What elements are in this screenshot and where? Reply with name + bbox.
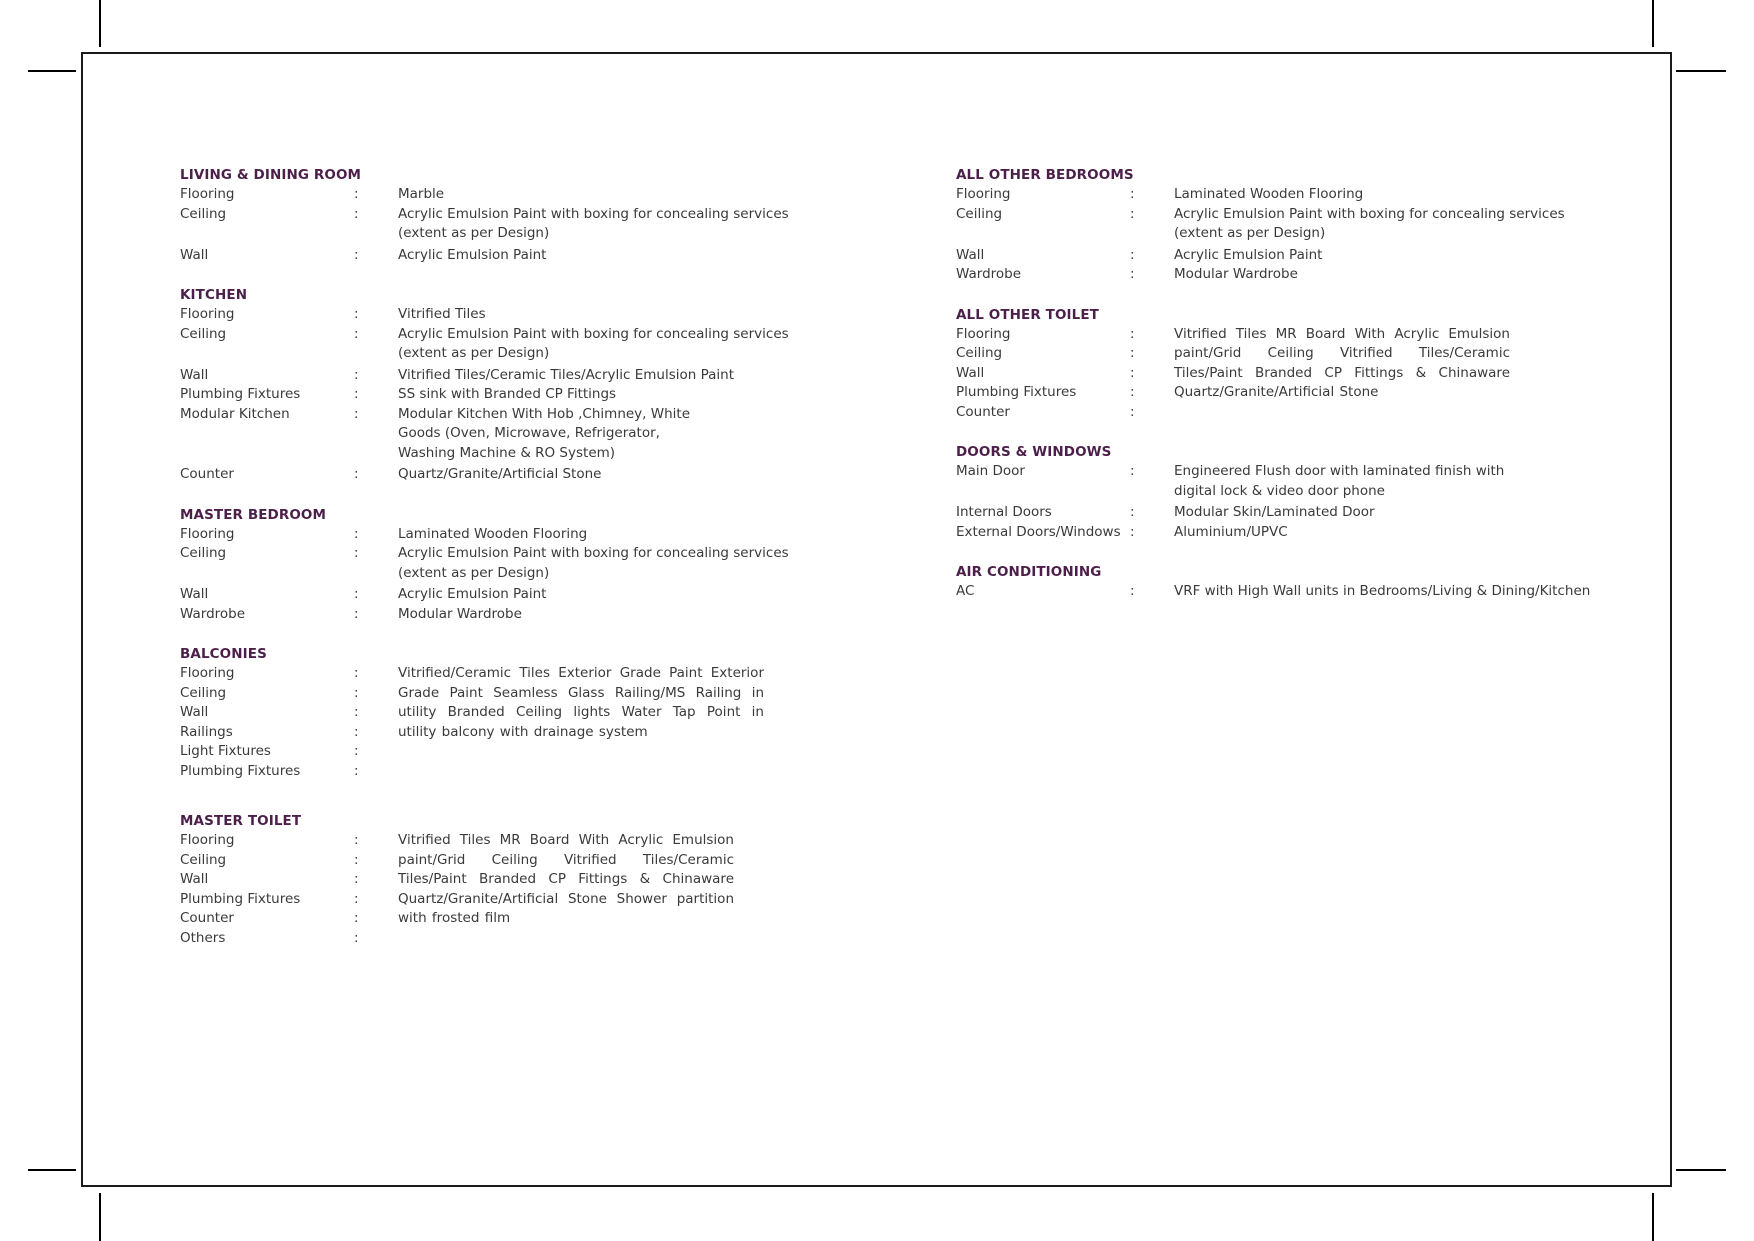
spec-label: Ceiling <box>956 205 1003 222</box>
colon: : <box>354 466 359 482</box>
section-title: AIR CONDITIONING <box>956 564 1102 580</box>
section-title: KITCHEN <box>180 287 248 303</box>
spec-value: Marble <box>398 186 445 202</box>
colon: : <box>354 684 359 701</box>
section-master-toilet <box>180 811 820 948</box>
spec-label: Flooring <box>956 186 1011 202</box>
spec-value: SS sink with Branded CP Fittings <box>398 386 617 402</box>
spec-label: Wall <box>956 246 985 263</box>
crop-mark <box>28 70 76 72</box>
section-living-dining <box>180 165 820 265</box>
spec-paragraph: Vitrified Tiles MR Board With Acrylic Emulsion paint/Grid Ceiling Vitrified Tiles/Ceramic Tiles/Paint Branded CP Fittings & Chinaware Quartz/Granite/Artificial Stone Shower partition with frosted film <box>398 832 734 926</box>
spec-label: Counter <box>180 466 234 482</box>
spec-label: Plumbing Fixtures <box>180 762 301 779</box>
colon: : <box>1130 364 1135 381</box>
colon: : <box>354 186 359 202</box>
colon: : <box>354 525 359 542</box>
colon: : <box>1130 583 1135 599</box>
spec-value: Modular Wardrobe <box>1174 266 1298 282</box>
spec-labels <box>956 325 1130 423</box>
colon: : <box>354 665 359 681</box>
colon: : <box>354 366 359 383</box>
colon: : <box>354 246 359 263</box>
spec-label: External Doors/Windows <box>956 523 1121 540</box>
spec-paragraph: Vitrified Tiles MR Board With Acrylic Emulsion paint/Grid Ceiling Vitrified Tiles/Ceramic Tiles/Paint Branded CP Fittings & Chinaware Quartz/Granite/Artificial Stone <box>1174 325 1510 400</box>
colon: : <box>354 929 359 946</box>
spec-label: Counter <box>180 910 234 926</box>
colon: : <box>1130 504 1135 520</box>
spec-row <box>180 405 820 464</box>
spec-row <box>180 385 820 405</box>
spec-row <box>956 246 1596 266</box>
colon: : <box>354 704 359 720</box>
spec-block <box>180 831 820 948</box>
spec-label: Modular Kitchen <box>180 405 290 422</box>
spec-label: Wall <box>956 364 985 381</box>
spec-row <box>180 246 820 266</box>
colon: : <box>354 832 359 848</box>
colons <box>1130 325 1174 423</box>
colons <box>354 831 398 948</box>
section-master-bedroom <box>180 505 820 625</box>
spec-label: Plumbing Fixtures <box>956 384 1077 400</box>
spec-label: Wall <box>180 704 209 720</box>
spec-label: Wall <box>180 586 209 602</box>
crop-mark <box>99 1193 101 1241</box>
spec-value: Vitrified Tiles/Ceramic Tiles/Acrylic Emulsion Paint <box>398 366 735 383</box>
spec-label: Wardrobe <box>956 266 1022 282</box>
spec-label: Flooring <box>180 665 235 681</box>
spec-row <box>956 265 1596 285</box>
left-column <box>180 165 820 968</box>
spec-block <box>956 325 1596 423</box>
section-other-toilet <box>956 305 1596 423</box>
spec-labels <box>180 831 354 948</box>
colon: : <box>1130 205 1135 222</box>
spec-label: AC <box>956 583 975 599</box>
colon: : <box>1130 246 1135 263</box>
crop-mark <box>28 1169 76 1171</box>
spec-value: Acrylic Emulsion Paint <box>398 246 547 263</box>
spec-label: Flooring <box>180 186 235 202</box>
colon: : <box>354 871 359 887</box>
spec-label: Wall <box>180 366 209 383</box>
section-title: BALCONIES <box>180 646 267 662</box>
spec-labels <box>180 664 354 781</box>
spec-row <box>180 366 820 386</box>
colon: : <box>354 910 359 926</box>
section-balconies <box>180 644 820 781</box>
spec-value: Modular Wardrobe <box>398 605 522 622</box>
spec-row <box>180 325 820 364</box>
colon: : <box>1130 266 1135 282</box>
spec-label: Plumbing Fixtures <box>180 890 301 907</box>
colon: : <box>354 762 359 779</box>
spec-label: Wall <box>180 246 209 263</box>
crop-mark <box>99 0 101 47</box>
spec-label: Internal Doors <box>956 504 1052 520</box>
spec-row <box>180 185 820 205</box>
spec-row <box>956 523 1596 543</box>
section-title: DOORS & WINDOWS <box>956 444 1112 460</box>
colon: : <box>354 306 359 322</box>
spec-row <box>956 462 1596 501</box>
section-title: LIVING & DINING ROOM <box>180 167 362 183</box>
section-title: ALL OTHER TOILET <box>956 306 1099 323</box>
spec-value: Laminated Wooden Flooring <box>1174 186 1364 202</box>
colon: : <box>354 586 359 602</box>
colon: : <box>354 386 359 402</box>
spec-value: Aluminium/UPVC <box>1174 523 1288 540</box>
spec-label: Ceiling <box>180 851 227 868</box>
section-kitchen <box>180 285 820 485</box>
spec-value: Acrylic Emulsion Paint <box>398 586 547 602</box>
spec-label: Flooring <box>180 306 235 322</box>
spec-label: Ceiling <box>956 345 1003 361</box>
colon: : <box>354 851 359 868</box>
colon: : <box>1130 403 1135 420</box>
crop-mark <box>1652 1193 1654 1241</box>
spec-row <box>180 605 820 625</box>
spec-value: Vitrified Tiles <box>398 306 486 322</box>
colon: : <box>1130 186 1135 202</box>
spec-value: Engineered Flush door with laminated finish with digital lock & video door phone <box>1174 463 1505 499</box>
spec-row <box>180 305 820 325</box>
colon: : <box>354 405 359 422</box>
colon: : <box>1130 523 1135 540</box>
colon: : <box>1130 463 1135 479</box>
spec-value: Laminated Wooden Flooring <box>398 525 588 542</box>
crop-mark <box>1676 1169 1726 1171</box>
section-title: ALL OTHER BEDROOMS <box>956 167 1134 183</box>
right-column <box>956 165 1596 622</box>
colon: : <box>1130 325 1135 342</box>
spec-label: Flooring <box>180 832 235 848</box>
spec-value: Acrylic Emulsion Paint with boxing for concealing services (extent as per Design) <box>398 325 789 361</box>
spec-block <box>180 664 820 781</box>
spec-value: VRF with High Wall units in Bedrooms/Living & Dining/Kitchen <box>1174 583 1591 599</box>
colons <box>354 664 398 781</box>
colon: : <box>1130 345 1135 361</box>
spec-value: Acrylic Emulsion Paint with boxing for concealing services (extent as per Design) <box>398 205 789 241</box>
colon: : <box>354 723 359 740</box>
colon: : <box>354 605 359 622</box>
colon: : <box>354 325 359 342</box>
spec-row <box>956 503 1596 523</box>
spec-value: Modular Kitchen With Hob ,Chimney, White Goods (Oven, Microwave, Refrigerator, Washing Machine & RO System) <box>398 405 691 461</box>
spec-label: Wardrobe <box>180 605 246 622</box>
spec-row <box>956 582 1596 602</box>
colon: : <box>354 205 359 222</box>
spec-label: Main Door <box>956 463 1025 479</box>
crop-mark <box>1652 0 1654 47</box>
crop-mark <box>1676 70 1726 72</box>
spec-label: Counter <box>956 403 1010 420</box>
spec-label: Flooring <box>956 325 1011 342</box>
section-other-bedrooms <box>956 165 1596 285</box>
spec-label: Ceiling <box>180 205 227 222</box>
colon: : <box>354 743 359 759</box>
spec-row <box>180 465 820 485</box>
spec-value: Quartz/Granite/Artificial Stone <box>398 466 602 482</box>
colon: : <box>354 890 359 907</box>
spec-label: Railings <box>180 723 233 740</box>
spec-row <box>956 205 1596 244</box>
section-air-conditioning <box>956 562 1596 602</box>
spec-row <box>180 544 820 583</box>
spec-label: Ceiling <box>180 684 227 701</box>
spec-label: Others <box>180 929 226 946</box>
spec-paragraph: Vitrified/Ceramic Tiles Exterior Grade Paint Exterior Grade Paint Seamless Glass Railing/MS Railing in utility Branded Ceiling lights Water Tap Point in utility balcony with drainage system <box>398 665 764 740</box>
colon: : <box>354 545 359 561</box>
spec-label: Light Fixtures <box>180 743 271 759</box>
spec-value: Acrylic Emulsion Paint <box>1174 246 1323 263</box>
spec-value: Acrylic Emulsion Paint with boxing for concealing services (extent as per Design) <box>1174 205 1565 241</box>
spec-value: Modular Skin/Laminated Door <box>1174 504 1375 520</box>
section-title: MASTER BEDROOM <box>180 506 327 523</box>
colon: : <box>1130 384 1135 400</box>
section-title: MASTER TOILET <box>180 813 302 829</box>
spec-row <box>180 585 820 605</box>
section-doors-windows <box>956 442 1596 542</box>
spec-row <box>956 185 1596 205</box>
spec-label: Ceiling <box>180 545 227 561</box>
spec-label: Plumbing Fixtures <box>180 386 301 402</box>
spec-label: Wall <box>180 871 209 887</box>
spec-value: Acrylic Emulsion Paint with boxing for concealing services (extent as per Design) <box>398 545 789 581</box>
spec-label: Flooring <box>180 525 235 542</box>
spec-row <box>180 525 820 545</box>
spec-label: Ceiling <box>180 325 227 342</box>
spec-row <box>180 205 820 244</box>
